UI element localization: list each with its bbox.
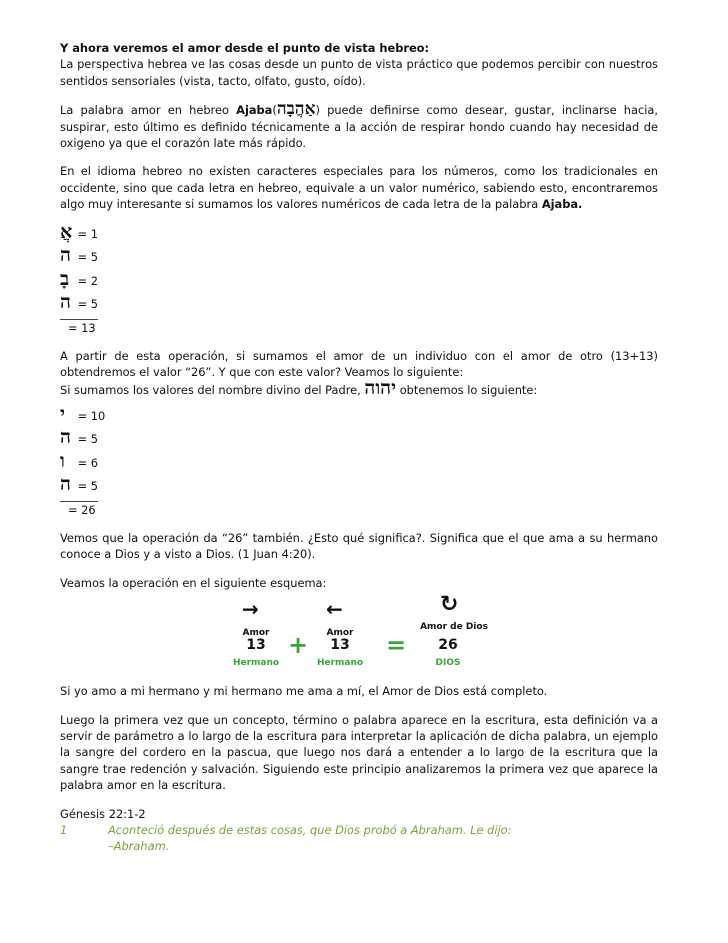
ajaba-total: = 13 (68, 320, 96, 335)
paragraph-hebrew-numbers (60, 163, 658, 212)
diagram-left-number: 13 (246, 637, 266, 654)
diagram-middle-sub: Hermano (316, 658, 364, 669)
verse-continuation: –Abraham. (108, 839, 170, 854)
letter-value: = 6 (77, 455, 99, 470)
letter-row (60, 268, 658, 292)
paragraph-first-mention: Luego la primera vez que un concepto, término o palabra aparece en la escritura, esta definición va a servir de parámetro a lo largo de la escritura para interpretar la aplicación de dicha palabra, un ejemplo la sangre del cordero en la pascua, que luego nos dará a entender a lo largo de la escritura que la sangre trae redención y salvación. Siguiendo este principio analizaremos la primera vez que aparece la palabra amor en la escritura. (60, 712, 658, 793)
term-ajaba: Ajaba. (541, 197, 583, 212)
equals-sign: = (386, 631, 407, 660)
text-fragment: ( (272, 103, 277, 118)
ajaba-sum-list (60, 221, 658, 336)
letter-row (60, 450, 658, 474)
hebrew-letter: בָ (60, 267, 70, 290)
yhwh-total: = 26 (68, 502, 96, 517)
letter-row (60, 403, 658, 427)
paragraph-meaning: Vemos que la operación da “26” también. ¿Esto qué significa?. Significa que el que ama a su hermano conoce a Dios y a visto a Dios. (1 Juan 4:20). (60, 530, 658, 562)
term-ajaba: Ajaba (236, 103, 273, 118)
letter-row (60, 221, 658, 245)
hebrew-letter: ו (60, 449, 65, 472)
paragraph-divine-name (60, 377, 658, 400)
paragraph-operation: A partir de esta operación, si sumamos el amor de un individuo con el amor de otro (13+13) obtendremos el valor “26”. Y que con este valor? Veamos lo siguiente: (60, 348, 658, 380)
arrow-right-icon: → (242, 597, 259, 622)
letter-value: = 5 (77, 297, 99, 312)
hebrew-letter: ה (60, 426, 71, 449)
hebrew-letter: ה (60, 291, 71, 314)
paragraph-complete-love: Si yo amo a mi hermano y mi hermano me ama a mí, el Amor de Dios está completo. (60, 684, 548, 699)
diagram-right-number: 26 (438, 637, 458, 654)
diagram-left-label: Amor (242, 628, 270, 639)
yhwh-sum-list (60, 403, 658, 518)
scripture-reference: Génesis 22:1-2 (60, 806, 146, 821)
text-fragment: En el idioma hebreo no existen caracteres especiales para los números, como los tradicionales en occidente, sino que cada letra en hebreo, equivale a un valor numérico, sabiendo esto, encontraremos algo muy interesante si sumamos los valores numéricos de cada letra de la palabra (60, 164, 658, 212)
refresh-cycle-icon: ↻ (440, 592, 459, 618)
hebrew-letter: אֲ (60, 220, 73, 243)
letter-value: = 5 (77, 432, 99, 447)
plus-sign: + (288, 631, 309, 660)
verse-indent (60, 838, 108, 854)
letter-value: = 10 (77, 408, 106, 423)
document-page (60, 40, 658, 855)
hebrew-letter: ה (60, 244, 71, 267)
hebrew-word-ahava: אַהֲבָה (276, 99, 316, 120)
diagram-middle-label: Amor (326, 628, 354, 639)
diagram-middle-number: 13 (330, 637, 350, 654)
paragraph-perspective: La perspectiva hebrea ve las cosas desde un punto de vista práctico que podemos percibir con nuestros sentidos sensoriales (vista, tacto, olfato, gusto, oído). (60, 57, 658, 88)
love-diagram (60, 592, 658, 681)
verse-1 (60, 822, 658, 838)
paragraph-ajaba-definition (60, 101, 658, 151)
letter-value: = 2 (77, 273, 99, 288)
letter-row (60, 426, 658, 450)
arrow-left-icon: ← (326, 597, 343, 622)
diagram-right-label: Amor de Dios (420, 622, 488, 633)
text-fragment: Si sumamos los valores del nombre divino del Padre, (60, 383, 365, 398)
verse-number: 1 (60, 822, 68, 837)
section-heading: Y ahora veremos el amor desde el punto de vista hebreo: (60, 41, 430, 55)
text-fragment: La palabra amor en hebreo (60, 103, 237, 118)
text-fragment: obtenemos lo siguiente: (396, 383, 538, 398)
hebrew-word-yhwh: יהוה (364, 377, 397, 400)
hebrew-letter: י (60, 402, 65, 425)
diagram-left-sub: Hermano (232, 658, 280, 669)
text-fragment: ) puede definirse como desear, gustar, inclinarse hacia, suspirar, esto último es definido técnicamente a la acción de respirar hondo cuando hay necesidad de oxigeno ya que el corazón late más rápido. (60, 103, 658, 151)
verse-1-continuation (60, 838, 658, 854)
verse-text: Aconteció después de estas cosas, que Dios probó a Abraham. Le dijo: (108, 822, 512, 837)
letter-row (60, 244, 658, 268)
diagram-right-sub: DIOS (435, 658, 461, 669)
letter-row (60, 473, 658, 497)
paragraph-diagram-intro: Veamos la operación en el siguiente esquema: (60, 575, 327, 590)
letter-row (60, 291, 658, 315)
hebrew-letter: ה (60, 473, 71, 496)
letter-value: = 5 (77, 479, 99, 494)
letter-value: = 1 (77, 226, 99, 241)
letter-value: = 5 (77, 250, 99, 265)
